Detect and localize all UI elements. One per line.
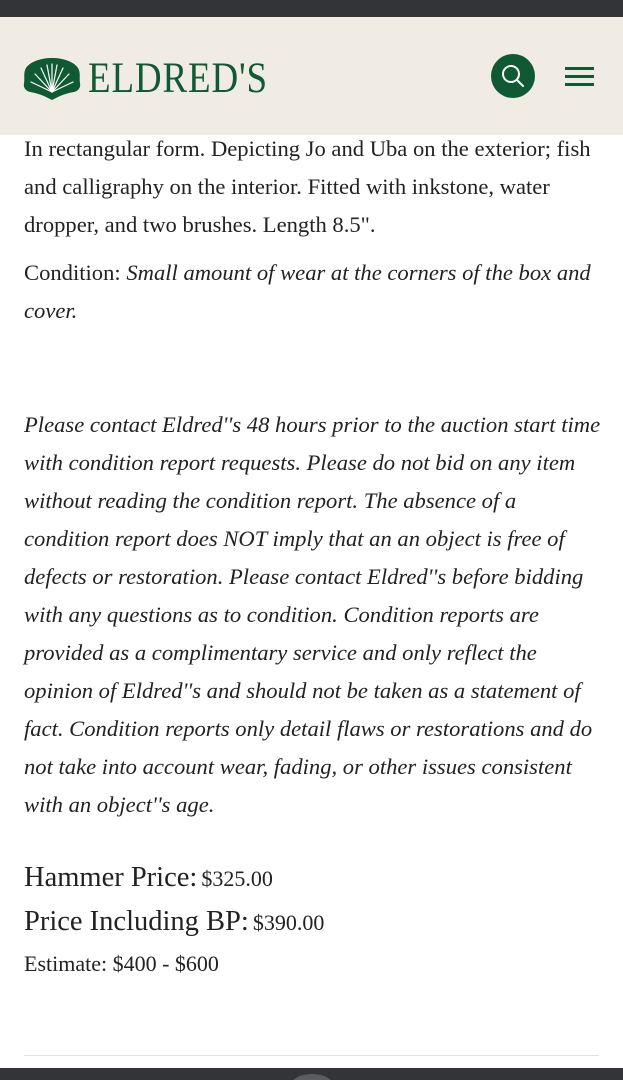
bottom-toolbar xyxy=(0,1068,623,1080)
search-button[interactable] xyxy=(491,54,535,98)
scroll-handle[interactable] xyxy=(292,1074,332,1080)
condition-disclaimer: Please contact Eldred''s 48 hours prior to the auction start time with condition report requests. Please do not bid on any item without reading the condition report. The absence of a condition report does NOT imply that an an object is free of defects or restoration. Please contact Eldred''s before bidding with any questions as to condition. Condition reports are provided as a complimentary service and only reflect the opinion of Eldred''s and should not be taken as a statement of fact. Condition reports only detail flaws or restorations and do not take into account wear, fading, or other issues consistent with an object''s age. xyxy=(24,412,601,817)
estimate: Estimate: $400 - $600 xyxy=(24,951,219,976)
lot-details xyxy=(24,130,602,984)
site-header xyxy=(0,17,623,135)
shell-logo-icon xyxy=(22,56,82,100)
brand-name: ELDRED'S xyxy=(88,54,268,102)
hamburger-menu-icon[interactable] xyxy=(563,65,595,87)
lot-description: In rectangular form. Depicting Jo and Uba on the exterior; fish and calligraphy on the interior. Fitted with inkstone, water dropper, and two brushes. Length 8.5". xyxy=(24,136,591,237)
price-block xyxy=(24,858,602,984)
lot-condition xyxy=(24,254,602,330)
condition-text: Small amount of wear at the corners of the box and cover. xyxy=(24,260,591,323)
bp-price-value: $390.00 xyxy=(252,910,325,935)
search-icon xyxy=(500,63,526,89)
status-bar xyxy=(0,0,623,17)
hammer-price xyxy=(24,858,602,902)
divider xyxy=(24,1055,599,1056)
hammer-price-label: Hammer Price: xyxy=(24,862,198,893)
brand-logo[interactable] xyxy=(22,53,297,103)
condition-label: Condition: xyxy=(24,260,121,285)
hammer-price-value: $325.00 xyxy=(201,866,273,891)
bp-price-label: Price Including BP: xyxy=(24,906,249,937)
price-including-bp xyxy=(24,902,602,946)
